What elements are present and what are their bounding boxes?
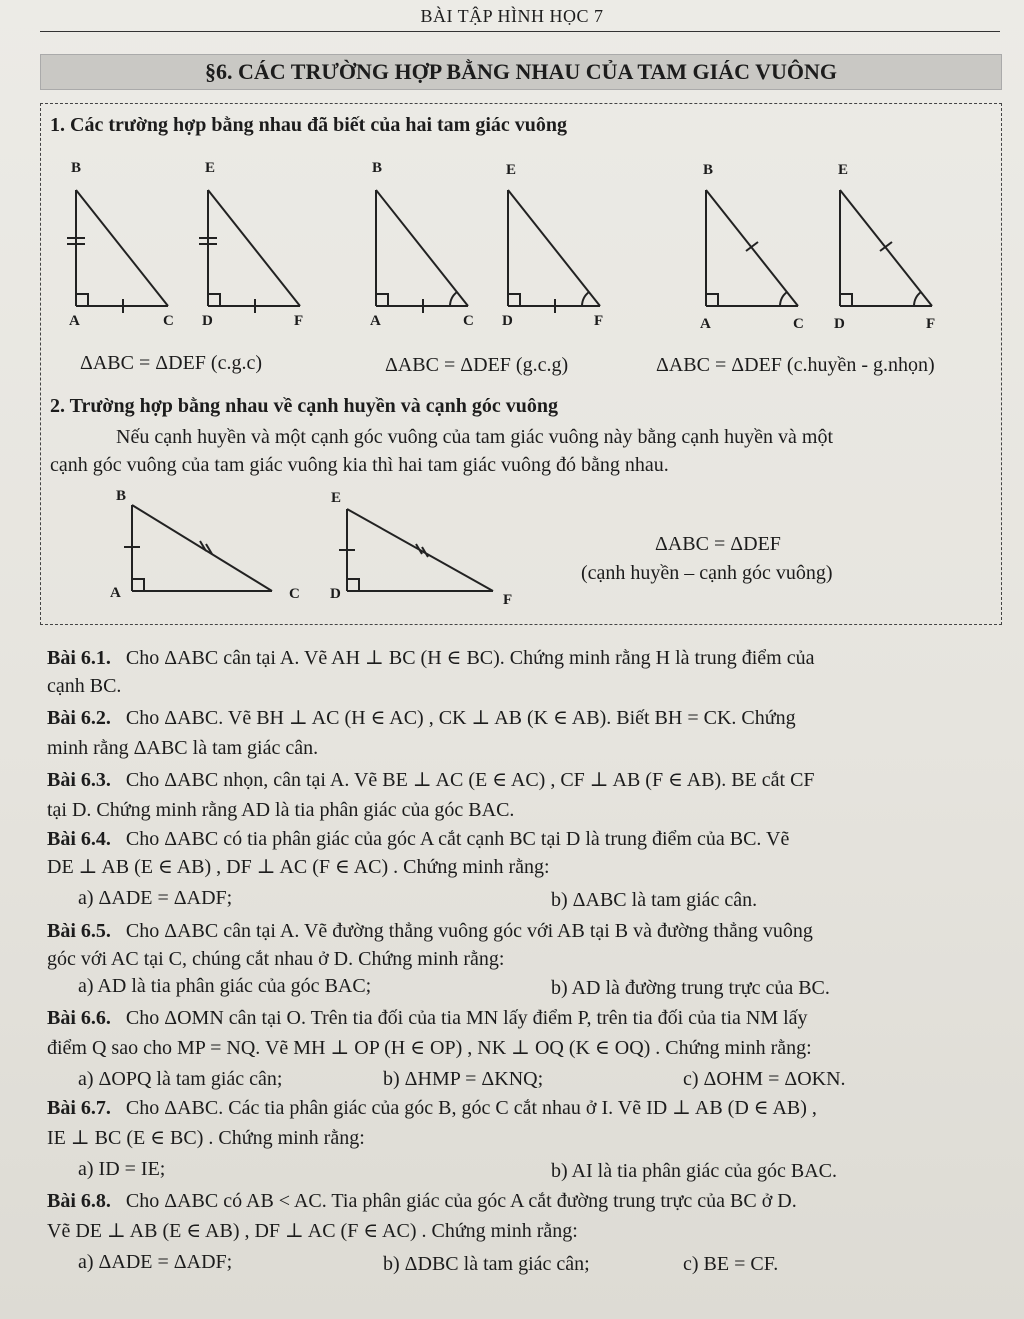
fig3-label-F: F [926, 316, 936, 332]
figure-gcg [360, 190, 620, 320]
exercise-6-5-cont: góc với AC tại C, chúng cắt nhau ở D. Chứng minh rằng: [47, 948, 505, 970]
running-header: BÀI TẬP HÌNH HỌC 7 [420, 6, 604, 26]
exercise-number: Bài 6.3. [47, 769, 111, 791]
caption-ch-gn: ΔABC = ΔDEF (c.huyền - g.nhọn) [656, 354, 935, 376]
exercise-6-8-b: b) ΔDBC là tam giác cân; [383, 1253, 590, 1275]
fig3-label-C: C [793, 316, 804, 332]
exercise-6-5-a: a) AD là tia phân giác của góc BAC; [78, 975, 372, 997]
exercise-6-4-cont: DE ⊥ AB (E ∈ AB) , DF ⊥ AC (F ∈ AC) . Chứng minh rằng: [47, 856, 550, 878]
fig2-label-F: F [594, 313, 604, 329]
fig2-label-E: E [506, 162, 517, 178]
exercise-6-4-b: b) ΔABC là tam giác cân. [551, 889, 758, 911]
fig4-label-D: D [330, 586, 341, 602]
exercise-number: Bài 6.4. [47, 828, 111, 850]
exercise-text: Cho ΔOMN cân tại O. Trên tia đối của tia MN lấy điểm P, trên tia đối của tia NM lấy [125, 1007, 808, 1029]
part1-heading: 1. Các trường hợp bằng nhau đã biết của hai tam giác vuông [50, 114, 568, 136]
exercise-6-1 [47, 645, 997, 671]
exercise-6-3 [47, 767, 997, 793]
exercise-6-3-cont: tại D. Chứng minh rằng AD là tia phân giác của góc BAC. [47, 799, 515, 821]
fig1-label-E: E [205, 160, 216, 176]
exercise-6-5 [47, 918, 997, 944]
figure-cgc [60, 190, 320, 320]
caption-cgc: ΔABC = ΔDEF (c.g.c) [80, 352, 262, 374]
fig3-label-A: A [700, 316, 711, 332]
exercise-6-1-cont: cạnh BC. [47, 675, 122, 697]
exercise-6-5-b: b) AD là đường trung trực của BC. [551, 977, 830, 999]
exercise-6-8-a: a) ΔADE = ΔADF; [78, 1251, 233, 1273]
exercise-text: Cho ΔABC nhọn, cân tại A. Vẽ BE ⊥ AC (E ∈ AC) , CF ⊥ AB (F ∈ AB). BE cắt CF [125, 769, 815, 791]
exercise-6-7 [47, 1095, 997, 1121]
fig4-label-F: F [503, 592, 513, 608]
part2-heading: 2. Trường hợp bằng nhau về cạnh huyền và cạnh góc vuông [50, 395, 558, 417]
exercise-6-6-cont: điểm Q sao cho MP = NQ. Vẽ MH ⊥ OP (H ∈ OP) , NK ⊥ OQ (K ∈ OQ) . Chứng minh rằng: [47, 1037, 812, 1059]
exercise-text: Cho ΔABC có AB < AC. Tia phân giác của góc A cắt đường trung trực của BC ở D. [125, 1190, 797, 1212]
exercise-number: Bài 6.2. [47, 707, 111, 729]
part2-text-line2: cạnh góc vuông của tam giác vuông kia thì hai tam giác vuông đó bằng nhau. [50, 454, 669, 476]
fig4-label-B: B [116, 488, 127, 504]
exercise-6-7-a: a) ID = IE; [78, 1158, 166, 1180]
fig4-label-A: A [110, 585, 121, 601]
figure-ch-gn [690, 190, 960, 320]
part2-equation: ΔABC = ΔDEF [655, 533, 781, 555]
exercise-number: Bài 6.5. [47, 920, 111, 942]
caption-gcg: ΔABC = ΔDEF (g.c.g) [385, 354, 569, 376]
fig2-label-B: B [372, 160, 383, 176]
exercise-6-8 [47, 1188, 997, 1214]
exercise-6-4 [47, 826, 997, 852]
exercise-6-8-cont: Vẽ DE ⊥ AB (E ∈ AB) , DF ⊥ AC (F ∈ AC) . Chứng minh rằng: [47, 1220, 578, 1242]
fig1-label-C: C [163, 313, 174, 329]
exercise-6-2-cont: minh rằng ΔABC là tam giác cân. [47, 737, 319, 759]
fig4-label-E: E [331, 490, 342, 506]
part2-equation-note: (cạnh huyền – cạnh góc vuông) [581, 562, 833, 584]
fig3-label-E: E [838, 162, 849, 178]
exercise-number: Bài 6.1. [47, 647, 111, 669]
fig1-label-B: B [71, 160, 82, 176]
header-rule [40, 31, 1000, 32]
exercise-6-6-c: c) ΔOHM = ΔOKN. [683, 1068, 846, 1090]
exercise-number: Bài 6.8. [47, 1190, 111, 1212]
fig2-label-D: D [502, 313, 513, 329]
exercise-6-7-cont: IE ⊥ BC (E ∈ BC) . Chứng minh rằng: [47, 1127, 365, 1149]
figure-ch-cgv [120, 505, 520, 605]
exercise-6-8-c: c) BE = CF. [683, 1253, 779, 1275]
exercise-6-7-b: b) AI là tia phân giác của góc BAC. [551, 1160, 838, 1182]
part2-text-line1: Nếu cạnh huyền và một cạnh góc vuông của tam giác vuông này bằng cạnh huyền và một [116, 426, 834, 448]
exercise-6-2 [47, 705, 997, 731]
fig3-label-D: D [834, 316, 845, 332]
exercise-text: Cho ΔABC cân tại A. Vẽ đường thẳng vuông góc với AB tại B và đường thẳng vuông [125, 920, 813, 942]
exercise-6-4-a: a) ΔADE = ΔADF; [78, 887, 233, 909]
fig3-label-B: B [703, 162, 714, 178]
exercise-6-6-b: b) ΔHMP = ΔKNQ; [383, 1068, 544, 1090]
exercise-text: Cho ΔABC có tia phân giác của góc A cắt cạnh BC tại D là trung điểm của BC. Vẽ [125, 828, 790, 850]
section-title: §6. CÁC TRƯỜNG HỢP BẰNG NHAU CỦA TAM GIÁC VUÔNG [40, 54, 1002, 90]
exercise-text: Cho ΔABC. Vẽ BH ⊥ AC (H ∈ AC) , CK ⊥ AB (K ∈ AB). Biết BH = CK. Chứng [125, 707, 796, 729]
exercise-text: Cho ΔABC cân tại A. Vẽ AH ⊥ BC (H ∈ BC). Chứng minh rằng H là trung điểm của [125, 647, 815, 669]
exercise-6-6 [47, 1005, 997, 1031]
fig1-label-A: A [69, 313, 80, 329]
fig1-label-D: D [202, 313, 213, 329]
fig4-label-C: C [289, 586, 300, 602]
exercise-number: Bài 6.7. [47, 1097, 111, 1119]
fig2-label-C: C [463, 313, 474, 329]
exercise-number: Bài 6.6. [47, 1007, 111, 1029]
exercise-text: Cho ΔABC. Các tia phân giác của góc B, góc C cắt nhau ở I. Vẽ ID ⊥ AB (D ∈ AB) , [125, 1097, 817, 1119]
exercise-6-6-a: a) ΔOPQ là tam giác cân; [78, 1068, 283, 1090]
fig1-label-F: F [294, 313, 304, 329]
fig2-label-A: A [370, 313, 381, 329]
